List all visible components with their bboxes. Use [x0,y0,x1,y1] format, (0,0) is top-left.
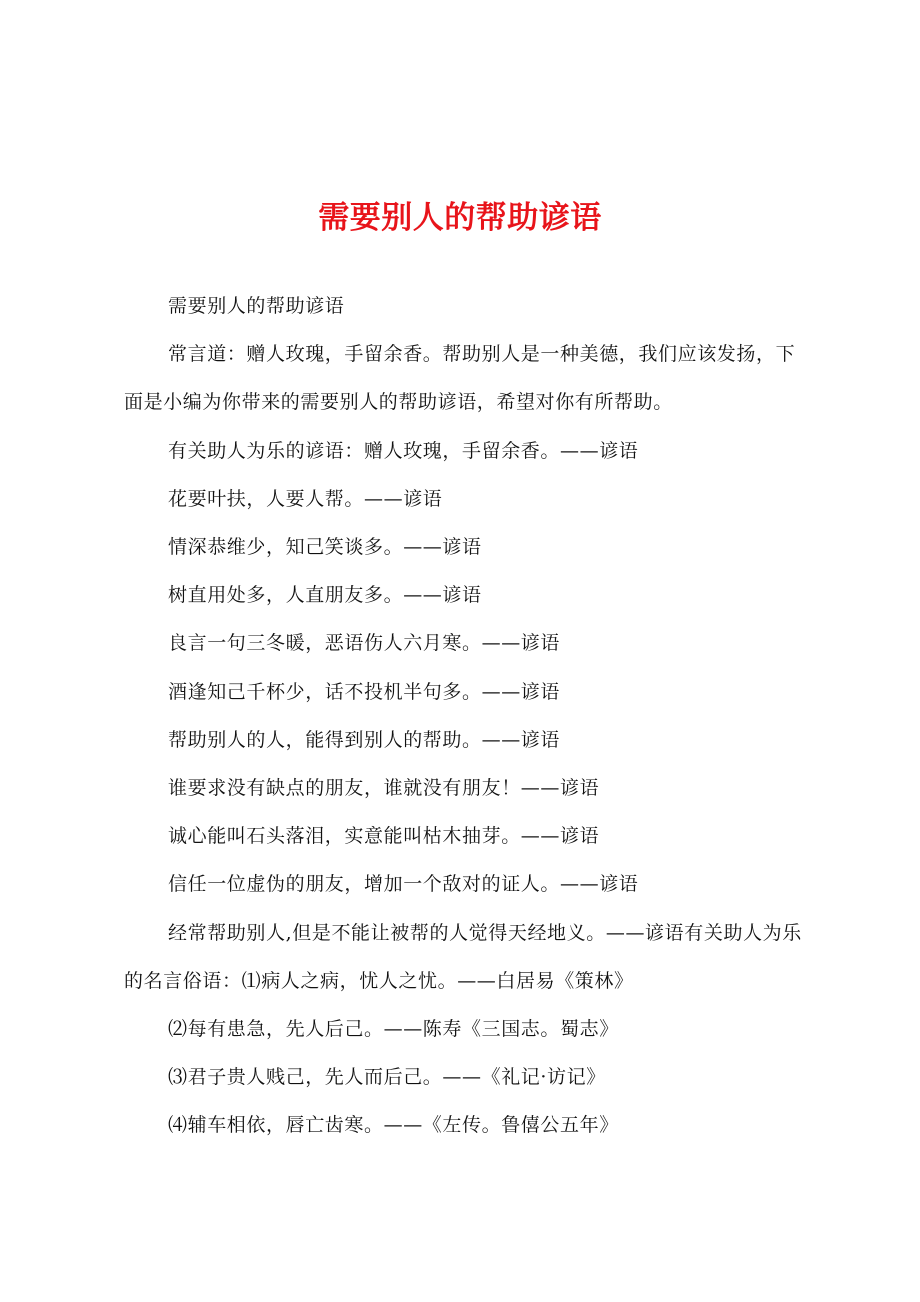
proverb-line: 经常帮助别人,但是不能让被帮的人觉得天经地义。——谚语有关助人为乐的名言俗语：⑴病人之病，忧人之忧。——白居易《策林》 [124,921,802,992]
proverb-line: 信任一位虚伪的朋友，增加一个敌对的证人。——谚语 [168,873,639,896]
proverb-line: 帮助别人的人，能得到别人的帮助。——谚语 [168,728,561,751]
proverb-line: 有关助人为乐的谚语：赠人玫瑰，手留余香。——谚语 [168,439,639,462]
document-title: 需要别人的帮助谚语 [318,200,602,236]
proverb-line: 诚心能叫石头落泪，实意能叫枯木抽芽。——谚语 [168,825,600,848]
proverb-line: 酒逢知己千杯少，话不投机半句多。——谚语 [168,680,561,703]
quote-line: ⑶君子贵人贱己，先人而后己。——《礼记·访记》 [168,1066,606,1089]
quote-line: ⑵每有患急，先人后己。——陈寿《三国志。蜀志》 [168,1018,619,1041]
proverb-line: 花要叶扶，人要人帮。——谚语 [168,487,443,510]
proverb-line: 树直用处多，人直朋友多。——谚语 [168,584,482,607]
document-body [124,282,814,1150]
paragraph-intro: 常言道：赠人玫瑰，手留余香。帮助别人是一种美德，我们应该发扬，下面是小编为你带来的需要别人的帮助谚语，希望对你有所帮助。 [124,343,796,414]
proverb-line: 良言一句三冬暖，恶语伤人六月寒。——谚语 [168,632,561,655]
proverb-line: 谁要求没有缺点的朋友，谁就没有朋友！——谚语 [168,777,600,800]
proverb-line: 情深恭维少，知己笑谈多。——谚语 [168,536,482,559]
paragraph-subtitle: 需要别人的帮助谚语 [168,295,345,317]
quote-line: ⑷辅车相依，唇亡齿寒。——《左传。鲁僖公五年》 [168,1114,619,1137]
